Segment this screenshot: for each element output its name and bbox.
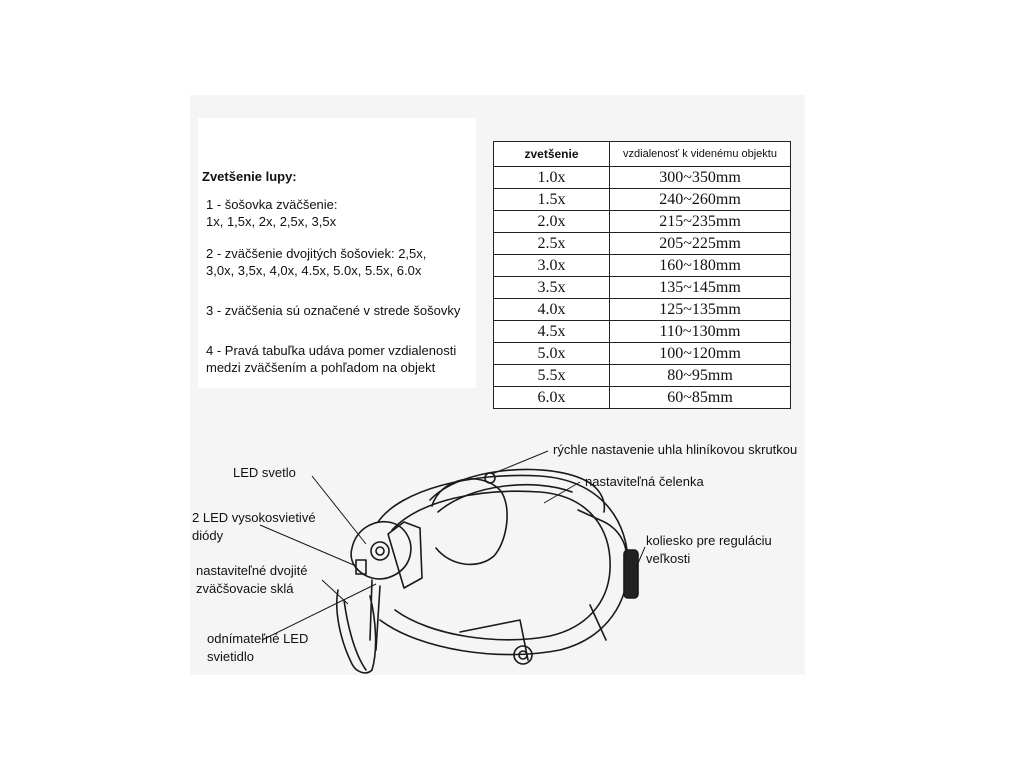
note-item-2-line1: 2 - zväčšenie dvojitých šošoviek: 2,5x,: [206, 246, 427, 261]
note-item-2-line2: 3,0x, 3,5x, 4,0x, 4.5x, 5.0x, 5.5x, 6.0x: [206, 263, 422, 278]
cell-distance: 80~95mm: [610, 365, 791, 387]
led-housing: [351, 522, 411, 579]
cell-distance: 160~180mm: [610, 255, 791, 277]
led-lens: [371, 542, 389, 560]
label-removable-led-line2: svietidlo: [207, 649, 254, 664]
cell-magnification: 5.5x: [494, 365, 610, 387]
note-item-3: 3 - zväčšenia sú označené v strede šošovky: [206, 303, 461, 318]
label-led-diodes-line1: 2 LED vysokosvietivé: [192, 510, 316, 525]
header-magnification: zvetšenie: [494, 142, 610, 167]
cell-magnification: 2.5x: [494, 233, 610, 255]
label-headband: nastaviteľná čelenka: [585, 474, 704, 489]
label-size-wheel: [646, 532, 772, 568]
cell-distance: 110~130mm: [610, 321, 791, 343]
lens-arm: [370, 580, 372, 640]
cell-distance: 240~260mm: [610, 189, 791, 211]
label-size-wheel-line2: veľkosti: [646, 551, 691, 566]
leader-double-lenses: [322, 580, 348, 604]
cell-distance: 100~120mm: [610, 343, 791, 365]
cell-distance: 60~85mm: [610, 387, 791, 409]
note-item-1-line2: 1x, 1,5x, 2x, 2,5x, 3,5x: [206, 214, 337, 229]
cell-magnification: 5.0x: [494, 343, 610, 365]
label-double-lenses: [196, 562, 307, 598]
cell-distance: 135~145mm: [610, 277, 791, 299]
note-item-4-line2: medzi zväčšením a pohľadom na objekt: [206, 360, 436, 375]
label-led-diodes-line2: diódy: [192, 528, 224, 543]
notes-title: Zvetšenie lupy:: [202, 169, 297, 184]
cell-magnification: 2.0x: [494, 211, 610, 233]
note-item-1-line1: 1 - šošovka zväčšenie:: [206, 197, 338, 212]
label-double-lenses-line2: zväčšovacie sklá: [196, 581, 294, 596]
note-item-4-line1: 4 - Pravá tabuľka udáva pomer vzdialenosti: [206, 343, 457, 358]
headband-outer: [378, 475, 628, 654]
cell-distance: 300~350mm: [610, 167, 791, 189]
label-led-diodes: [192, 509, 316, 545]
cell-magnification: 4.5x: [494, 321, 610, 343]
leader-led-light: [312, 476, 366, 544]
cell-magnification: 3.5x: [494, 277, 610, 299]
cell-magnification: 4.0x: [494, 299, 610, 321]
header-distance: vzdialenosť k videnému objektu: [610, 142, 791, 167]
headband-inner: [392, 491, 610, 640]
magnifier-plate-front: [344, 600, 366, 670]
rear-band: [578, 510, 626, 560]
label-led-light: LED svetlo: [233, 465, 296, 480]
cell-distance: 215~235mm: [610, 211, 791, 233]
label-double-lenses-line1: nastaviteľné dvojité: [196, 563, 308, 578]
label-angle-screw: rýchle nastavenie uhla hliníkovou skrutkou: [553, 442, 798, 457]
cell-magnification: 6.0x: [494, 387, 610, 409]
cell-magnification: 1.5x: [494, 189, 610, 211]
label-size-wheel-line1: koliesko pre reguláciu: [646, 533, 772, 548]
cell-distance: 125~135mm: [610, 299, 791, 321]
label-removable-led-line1: odnímateľné LED: [207, 631, 309, 646]
angle-screw: [485, 473, 495, 483]
label-removable-led: [207, 630, 308, 666]
cell-magnification: 3.0x: [494, 255, 610, 277]
cell-distance: 205~225mm: [610, 233, 791, 255]
cell-magnification: 1.0x: [494, 167, 610, 189]
